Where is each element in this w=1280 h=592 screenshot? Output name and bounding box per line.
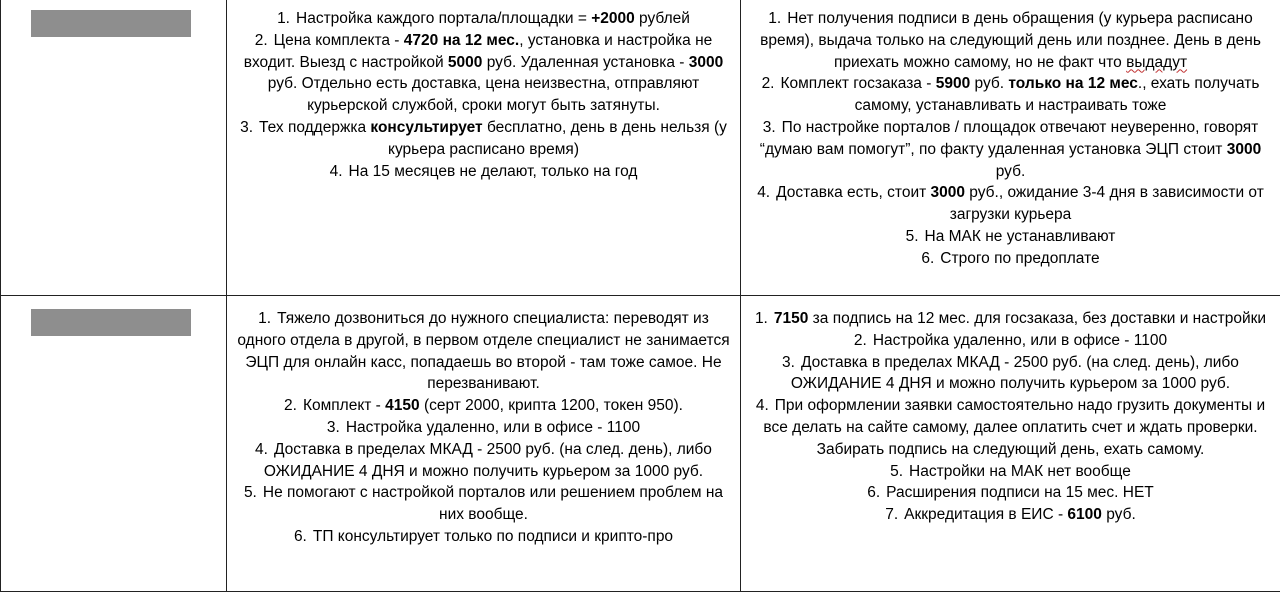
list-item-text: Тяжело дозвониться до нужного специалиста: переводят из одного отдела в другой, в первом отделе специалист не занимается ЭЦП для онлайн касс, попадаешь во второй - там тоже самое. Не перезванивают. xyxy=(237,310,729,392)
list-item xyxy=(233,161,734,183)
bold-text: 4150 xyxy=(385,397,419,414)
list-number: 6. xyxy=(921,250,934,267)
list-item xyxy=(747,117,1274,182)
provider-name-cell xyxy=(1,296,227,592)
bold-text: 3000 xyxy=(689,54,723,71)
list-number: 1. xyxy=(768,10,781,27)
numbered-list xyxy=(233,296,734,548)
provider-name-cell xyxy=(1,0,227,296)
list-number: 3. xyxy=(782,354,795,371)
bold-text: 3000 xyxy=(931,184,965,201)
list-item-text: рублей xyxy=(635,10,690,27)
list-item-text: Строго по предоплате xyxy=(940,250,1099,267)
list-item xyxy=(233,439,734,483)
list-item-text: Доставка в пределах МКАД - 2500 руб. (на след. день), либо ОЖИДАНИЕ 4 ДНЯ и можно получить курьером за 1000 руб. xyxy=(264,441,712,480)
list-item-text: Настройка удаленно, или в офисе - 1100 xyxy=(873,332,1167,349)
list-item-text: руб., ожидание 3-4 дня в зависимости от загрузки курьера xyxy=(950,184,1264,223)
table-row xyxy=(1,0,1280,296)
list-item-text: руб. Удаленная установка - xyxy=(482,54,688,71)
list-item xyxy=(747,182,1274,226)
list-number: 4. xyxy=(255,441,268,458)
list-item-text: выдадут xyxy=(1126,54,1187,71)
service-a-cell xyxy=(227,296,741,592)
list-item-text: Комплект госзаказа - xyxy=(781,75,936,92)
list-item-text: (серт 2000, крипта 1200, токен 950). xyxy=(420,397,683,414)
list-item-text: Настройка каждого портала/площадки = xyxy=(296,10,591,27)
list-item-text: за подпись на 12 мес. для госзаказа, без доставки и настройки xyxy=(808,310,1266,327)
list-item xyxy=(233,308,734,395)
bold-text: 5000 xyxy=(448,54,482,71)
list-number: 6. xyxy=(867,484,880,501)
list-item-text: ТП консультирует только по подписи и крипто-про xyxy=(313,528,673,545)
list-item-text: Комплект - xyxy=(303,397,385,414)
bold-text: 6100 xyxy=(1067,506,1101,523)
redacted-provider-name xyxy=(31,10,191,37)
list-item xyxy=(747,330,1274,352)
list-number: 5. xyxy=(244,484,257,501)
list-number: 1. xyxy=(277,10,290,27)
list-item xyxy=(233,8,734,30)
service-b-cell xyxy=(741,296,1280,592)
list-item xyxy=(233,117,734,161)
list-item-text: На 15 месяцев не делают, только на год xyxy=(349,163,638,180)
list-item-text: По настройке порталов / площадок отвечают неуверенно, говорят “думаю вам помогут”, по факту удаленная установка ЭЦП стоит xyxy=(760,119,1258,158)
list-item xyxy=(747,73,1274,117)
list-item xyxy=(233,395,734,417)
list-item-text: Аккредитация в ЕИС - xyxy=(904,506,1067,523)
list-number: 5. xyxy=(890,463,903,480)
list-number: 2. xyxy=(762,75,775,92)
list-item-text: Настройка удаленно, или в офисе - 1100 xyxy=(346,419,640,436)
list-item-text: руб. xyxy=(970,75,1008,92)
list-item xyxy=(747,248,1274,270)
list-item-text: Настройки на МАК нет вообще xyxy=(909,463,1131,480)
list-item xyxy=(233,482,734,526)
list-item-text: ., ехать получать самому, устанавливать и настраивать тоже xyxy=(855,75,1260,114)
list-item-text: Расширения подписи на 15 мес. НЕТ xyxy=(886,484,1154,501)
service-a-cell xyxy=(227,0,741,296)
numbered-list xyxy=(747,296,1274,526)
list-number: 2. xyxy=(284,397,297,414)
list-number: 6. xyxy=(294,528,307,545)
list-item xyxy=(747,504,1274,526)
service-b-cell xyxy=(741,0,1280,296)
bold-text: 5900 xyxy=(936,75,970,92)
list-item-text: , установка и настройка не входит. Выезд с настройкой xyxy=(244,32,713,71)
list-number: 4. xyxy=(756,397,769,414)
list-item-text: руб. xyxy=(1102,506,1136,523)
bold-text: консультирует xyxy=(370,119,482,136)
list-item xyxy=(747,8,1274,73)
list-item-text: Доставка есть, стоит xyxy=(776,184,930,201)
list-number: 1. xyxy=(755,310,768,327)
redacted-provider-name xyxy=(31,309,191,336)
numbered-list xyxy=(233,0,734,182)
list-item-text: руб. xyxy=(996,163,1026,180)
bold-text: 4720 на 12 мес. xyxy=(404,32,519,49)
list-number: 2. xyxy=(255,32,268,49)
list-item-text: руб. Отдельно есть доставка, цена неизвестна, отправляют курьерской службой, сроки могут быть затянуты. xyxy=(268,75,699,114)
numbered-list xyxy=(747,0,1274,270)
list-item xyxy=(747,308,1274,330)
list-item-text: При оформлении заявки самостоятельно надо грузить документы и все делать на сайте самому, далее оплатить счет и ждать проверки. Забирать подпись на следующий день, ехать самому. xyxy=(763,397,1265,458)
bold-text: только на 12 мес xyxy=(1008,75,1138,92)
list-number: 1. xyxy=(258,310,271,327)
list-item xyxy=(747,461,1274,483)
bold-text: 7150 xyxy=(774,310,808,327)
list-item-text: бесплатно, день в день нельзя (у курьера расписано время) xyxy=(388,119,727,158)
bold-text: +2000 xyxy=(591,10,635,27)
list-item xyxy=(233,417,734,439)
list-item-text: Тех поддержка xyxy=(259,119,370,136)
list-number: 3. xyxy=(763,119,776,136)
list-item-text: Доставка в пределах МКАД - 2500 руб. (на след. день), либо ОЖИДАНИЕ 4 ДНЯ и можно получить курьером за 1000 руб. xyxy=(791,354,1239,393)
list-number: 7. xyxy=(885,506,898,523)
list-item-text: Не помогают с настройкой порталов или решением проблем на них вообще. xyxy=(263,484,723,523)
list-number: 5. xyxy=(906,228,919,245)
list-item xyxy=(747,482,1274,504)
list-item-text: На МАК не устанавливают xyxy=(925,228,1116,245)
list-number: 3. xyxy=(240,119,253,136)
list-item-text: Нет получения подписи в день обращения (у курьера расписано время), выдача только на следующий день или позднее. День в день приехать можно самому, но не факт что xyxy=(760,10,1261,71)
list-item xyxy=(747,352,1274,396)
list-number: 3. xyxy=(327,419,340,436)
list-item xyxy=(233,526,734,548)
list-number: 4. xyxy=(330,163,343,180)
list-number: 2. xyxy=(854,332,867,349)
list-item-text: Цена комплекта - xyxy=(274,32,404,49)
list-item xyxy=(233,30,734,117)
list-number: 4. xyxy=(757,184,770,201)
bold-text: 3000 xyxy=(1227,141,1261,158)
table-row xyxy=(1,296,1280,592)
list-item xyxy=(747,395,1274,460)
list-item xyxy=(747,226,1274,248)
